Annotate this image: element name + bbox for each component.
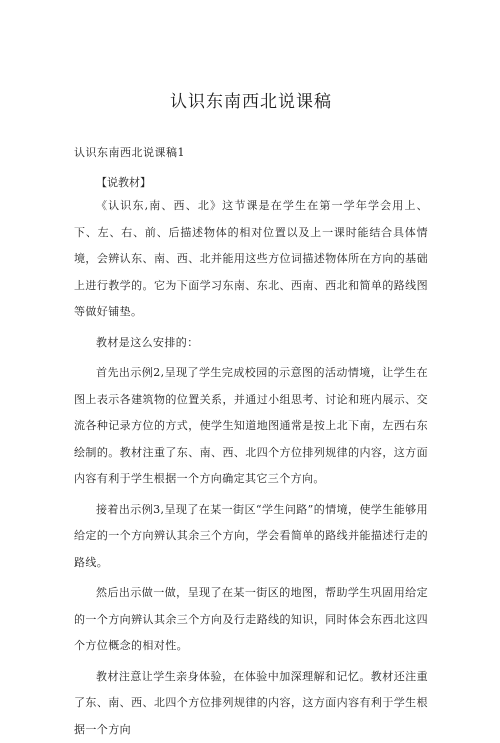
section-heading: 【说教材】 bbox=[74, 173, 428, 193]
paragraph: 接着出示例3,呈现了在某一街区“学生问路”的情境，使学生能够用给定的一个方向辨认其余三个方向，学会看简单的路线并能描述行走的路线。 bbox=[74, 497, 428, 577]
paragraph: 首先出示例2,呈现了学生完成校园的示意图的活动情境，让学生在图上表示各建筑物的位置关系，并通过小组思考、讨论和班内展示、交流各种记录方位的方式，使学生知道地图通常是按上北下南，左西右东绘制的。教材注重了东、南、西、北四个方位排列规律的内容，这方面内容有利于学生根据一个方向确定其它三个方向。 bbox=[74, 360, 428, 493]
paragraph: 教材注意让学生亲身体验，在体验中加深理解和记忆。教材还注重了东、南、西、北四个方位排列规律的内容，这方面内容有利于学生根据一个方向 bbox=[74, 664, 428, 743]
document-subtitle: 认识东南西北说课稿1 bbox=[74, 143, 428, 163]
paragraph: 教材是这么安排的： bbox=[74, 330, 428, 357]
paragraph: 然后出示做一做，呈现了在某一街区的地图，帮助学生巩固用给定的一个方向辨认其余三个方向及行走路线的知识，同时体会东西北这四个方位概念的相对性。 bbox=[74, 580, 428, 660]
paragraph: 《认识东,南、西、北》这节课是在学生在第一学年学会用上、下、左、右、前、后描述物体的相对位置以及上一课时能结合具体情境，会辨认东、南、西、北并能用这些方位词描述物体所在方向的基础上进行教学的。它为下面学习东南、东北、西南、西北和简单的路线图等做好铺垫。 bbox=[74, 193, 428, 326]
document-title: 认识东南西北说课稿 bbox=[74, 0, 428, 115]
